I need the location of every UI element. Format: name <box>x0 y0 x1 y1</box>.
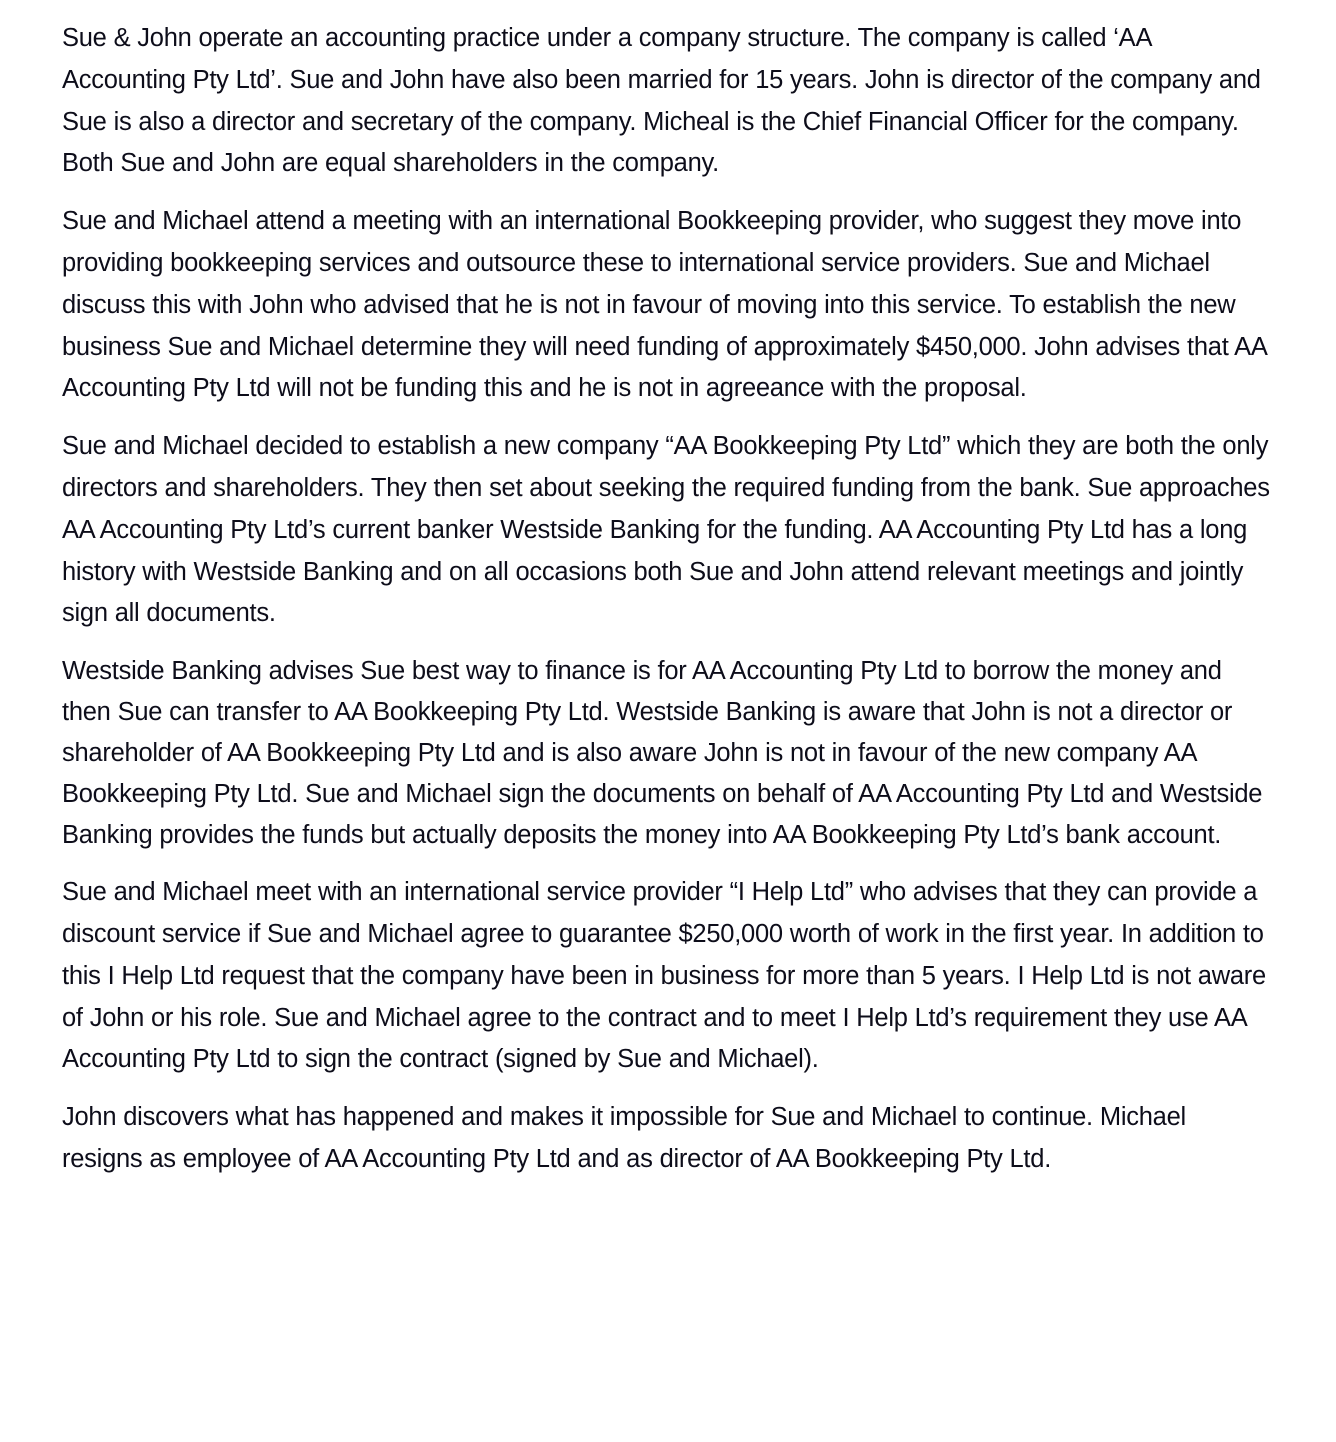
document-body <box>62 18 1272 1181</box>
paragraph-company-structure: Sue & John operate an accounting practice under a company structure. The company is called ‘AA Accounting Pty Ltd’. Sue and John have also been married for 15 years. John is director of the company and Sue is also a director and secretary of the company. Micheal is the Chief Financial Officer for the company. Both Sue and John are equal shareholders in the company. <box>62 24 1261 178</box>
paragraph-new-company-and-bank: Sue and Michael decided to establish a new company “AA Bookkeeping Pty Ltd” which they are both the only directors and shareholders. They then set about seeking the required funding from the bank. Sue approaches AA Accounting Pty Ltd’s current banker Westside Banking for the funding. AA Accounting Pty Ltd has a long history with Westside Banking and on all occasions both Sue and John attend relevant meetings and jointly sign all documents. <box>62 432 1270 628</box>
paragraph-john-discovers: John discovers what has happened and makes it impossible for Sue and Michael to continue. Michael resigns as employee of AA Accounting Pty Ltd and as director of AA Bookkeeping Pty Ltd. <box>62 1103 1186 1173</box>
paragraph-westside-banking-advice: Westside Banking advises Sue best way to finance is for AA Accounting Pty Ltd to borrow the money and then Sue can transfer to AA Bookkeeping Pty Ltd. Westside Banking is aware that John is not a director or shareholder of AA Bookkeeping Pty Ltd and is also aware John is not in favour of the new company AA Bookkeeping Pty Ltd. Sue and Michael sign the documents on behalf of AA Accounting Pty Ltd and Westside Banking provides the funds but actually deposits the money into AA Bookkeeping Pty Ltd’s bank account. <box>62 657 1263 850</box>
paragraph-bookkeeping-proposal: Sue and Michael attend a meeting with an international Bookkeeping provider, who suggest they move into providing bookkeeping services and outsource these to international service providers. Sue and Michael discuss this with John who advised that he is not in favour of moving into this service. To establish the new business Sue and Michael determine they will need funding of approximately $450,000. John advises that AA Accounting Pty Ltd will not be funding this and he is not in agreeance with the proposal. <box>62 207 1267 403</box>
paragraph-i-help-ltd-contract: Sue and Michael meet with an international service provider “I Help Ltd” who advises that they can provide a discount service if Sue and Michael agree to guarantee $250,000 worth of work in the first year. In addition to this I Help Ltd request that the company have been in business for more than 5 years. I Help Ltd is not aware of John or his role. Sue and Michael agree to the contract and to meet I Help Ltd’s requirement they use AA Accounting Pty Ltd to sign the contract (signed by Sue and Michael). <box>62 878 1266 1074</box>
